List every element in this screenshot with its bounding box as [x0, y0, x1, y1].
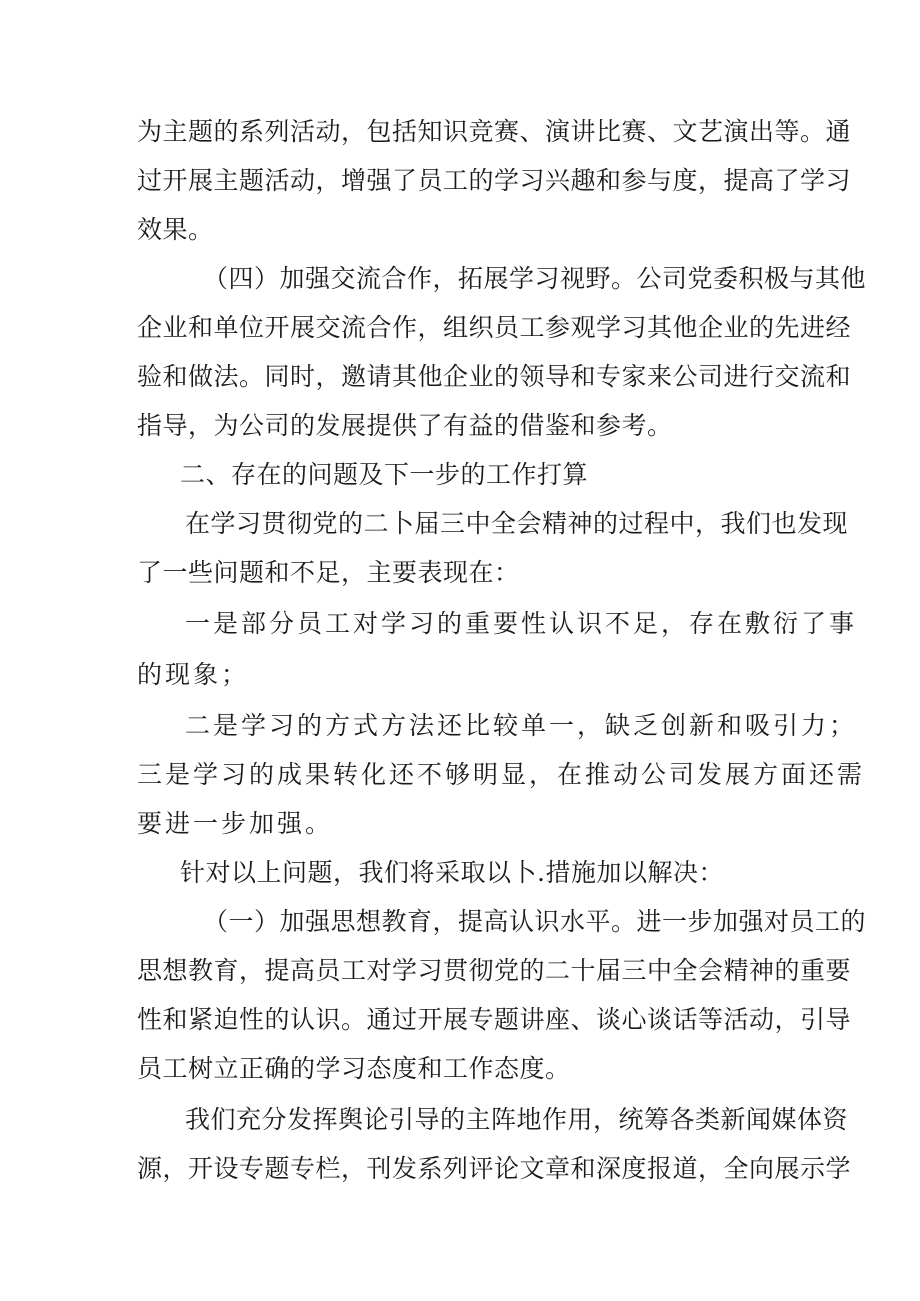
text-line: 三是学习的成果转化还不够明显，在推动公司发展方面还需 [137, 760, 866, 789]
text-line: 一是部分员工对学习的重要性认识不足，存在敷衍了事 [185, 609, 858, 638]
text-line: 了一些问题和不足，主要表现在： [137, 558, 520, 587]
text-line: 效果。 [137, 215, 214, 244]
text-line: 指导，为公司的发展提供了有益的借鉴和参考。 [137, 411, 673, 440]
text-line: 性和紧迫性的认识。通过开展专题讲座、谈心谈话等活动，引导 [137, 1005, 852, 1034]
text-line: 员工树立正确的学习态度和工作态度。 [137, 1054, 571, 1083]
text-line: 二是学习的方式方法还比较单一，缺乏创新和吸引力； [185, 711, 858, 740]
text-line: 企业和单位开展交流合作，组织员工参观学习其他企业的先进经 [137, 313, 852, 342]
text-line: 在学习贯彻党的二卜届三中全会精神的过程中，我们也发现 [185, 509, 849, 538]
text-line: 的现象； [137, 660, 250, 689]
text-line: 针对以上问题，我们将采取以卜.措施加以解决： [180, 858, 724, 887]
text-line: （一）加强思想教育，提高认识水平。进一步加强对员工的 [203, 907, 867, 936]
text-line: 源，开设专题专栏，刊发系列评论文章和深度报道，全向展示学 [137, 1154, 852, 1183]
text-line: 为主题的系列活动，包括知识竞赛、演讲比赛、文艺演出等。通 [137, 117, 852, 146]
text-line: （四）加强交流合作，拓展学习视野。公司党委积极与其他 [203, 264, 867, 293]
text-line: 验和做法。同时，邀请其他企业的领导和专家来公司进行交流和 [137, 362, 852, 391]
text-line: 我们充分发挥舆论引导的主阵地作用，统筹各类新闻媒体资 [185, 1105, 849, 1134]
text-line: 要进一步加强。 [137, 809, 334, 838]
text-line: 过开展主题活动，增强了员工的学习兴趣和参与度，提高了学习 [137, 166, 852, 195]
text-line: 思想教育，提高员工对学习贯彻党的二十届三中全会精神的重要 [137, 956, 852, 985]
section-heading: 二、存在的问题及下一步的工作打算 [180, 460, 589, 489]
